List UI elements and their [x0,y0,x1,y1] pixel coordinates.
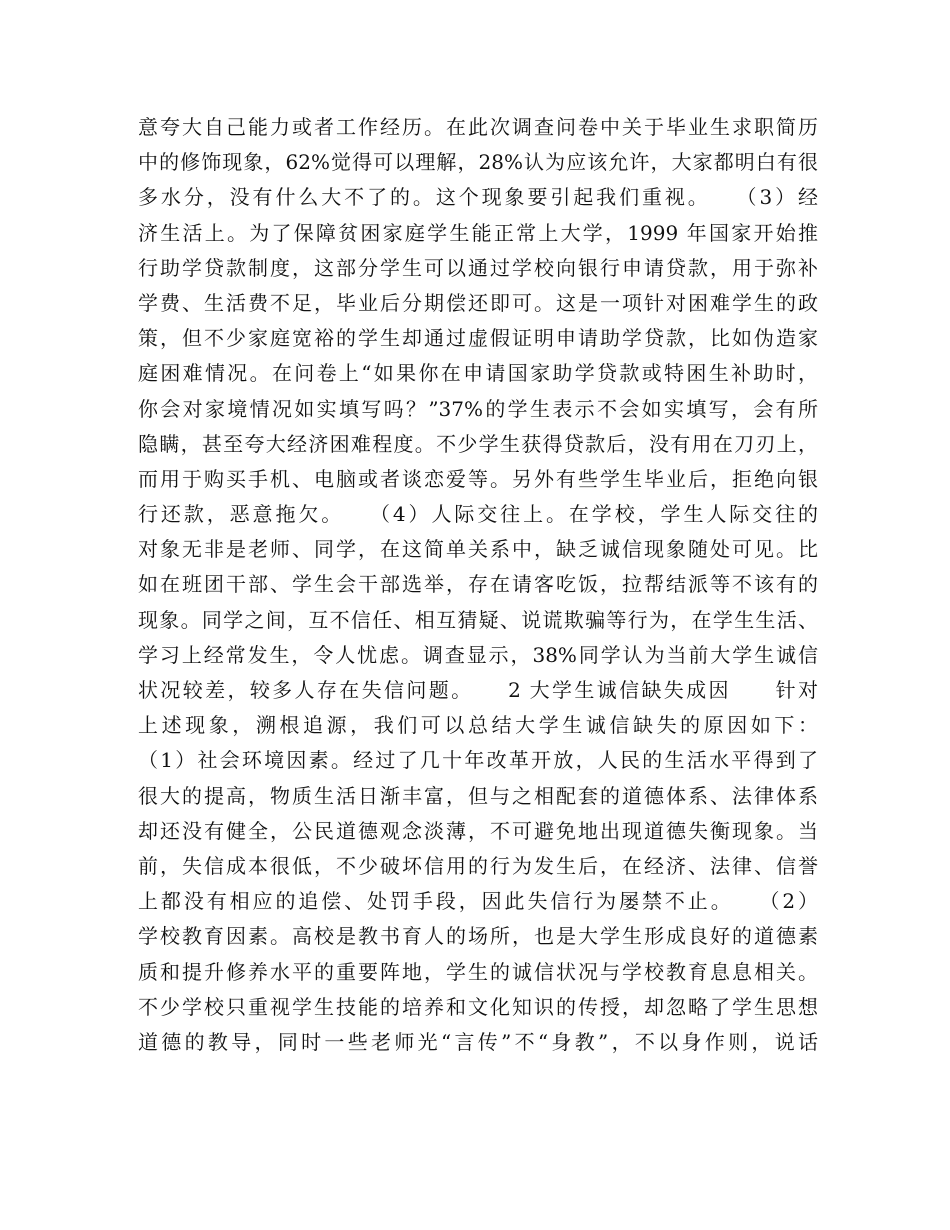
text-line: 学校教育因素。高校是教书育人的场所，也是大学生形成良好的道德素 [138,924,818,949]
text-line: 很大的提高，物质生活日渐丰富，但与之相配套的道德体系、法律体系 [138,783,818,808]
text-line: 中的修饰现象，62%觉得可以理解，28%认为应该允许，大家都明白有很 [138,150,818,175]
text-line: 质和提升修养水平的重要阵地，学生的诚信状况与学校教育息息相关。 [138,959,818,984]
text-line: 行还款，恶意拖欠。 （4）人际交往上。在学校，学生人际交往的 [138,502,818,527]
text-line: 状况较差，较多人存在失信问题。 2 大学生诚信缺失成因 针对 [138,678,818,702]
text-line: 庭困难情况。在问卷上“如果你在申请国家助学贷款或特困生补助时， [138,361,818,386]
text-line: 现象。同学之间，互不信任、相互猜疑、说谎欺骗等行为，在学生生活、 [138,607,818,632]
text-line: （1）社会环境因素。经过了几十年改革开放，人民的生活水平得到了 [138,748,818,773]
text-line: 而用于购买手机、电脑或者谈恋爱等。另外有些学生毕业后，拒绝向银 [138,466,818,491]
text-line: 上述现象，溯根追源，我们可以总结大学生诚信缺失的原因如下： [138,713,818,738]
text-line: 学费、生活费不足，毕业后分期偿还即可。这是一项针对困难学生的政 [138,290,818,315]
text-line: 道德的教导，同时一些老师光“言传”不“身教”，不以身作则，说话 [138,1029,818,1054]
text-line: 意夸大自己能力或者工作经历。在此次调查问卷中关于毕业生求职简历 [138,115,818,139]
body-text [138,110,818,1060]
text-line: 前，失信成本很低，不少破坏信用的行为发生后，在经济、法律、信誉 [138,853,818,878]
text-line: 对象无非是老师、同学，在这简单关系中，缺乏诚信现象随处可见。比 [138,537,818,562]
text-line: 多水分，没有什么大不了的。这个现象要引起我们重视。 （3）经 [138,185,818,210]
text-line: 不少学校只重视学生技能的培养和文化知识的传授，却忽略了学生思想 [138,994,818,1019]
text-line: 策，但不少家庭宽裕的学生却通过虚假证明申请助学贷款，比如伪造家 [138,326,818,351]
text-line: 却还没有健全，公民道德观念淡薄，不可避免地出现道德失衡现象。当 [138,818,818,843]
text-line: 行助学贷款制度，这部分学生可以通过学校向银行申请贷款，用于弥补 [138,255,818,280]
text-line: 隐瞒，甚至夸大经济困难程度。不少学生获得贷款后，没有用在刀刃上， [138,431,818,456]
text-line: 你会对家境情况如实填写吗？”37%的学生表示不会如实填写，会有所 [138,396,818,421]
text-line: 如在班团干部、学生会干部选举，存在请客吃饭，拉帮结派等不该有的 [138,572,818,597]
text-line: 上都没有相应的追偿、处罚手段，因此失信行为屡禁不止。 （2） [138,889,818,914]
text-line: 学习上经常发生，令人忧虑。调查显示，38%同学认为当前大学生诚信 [138,642,818,667]
text-line: 济生活上。为了保障贫困家庭学生能正常上大学，1999 年国家开始推 [138,220,818,245]
